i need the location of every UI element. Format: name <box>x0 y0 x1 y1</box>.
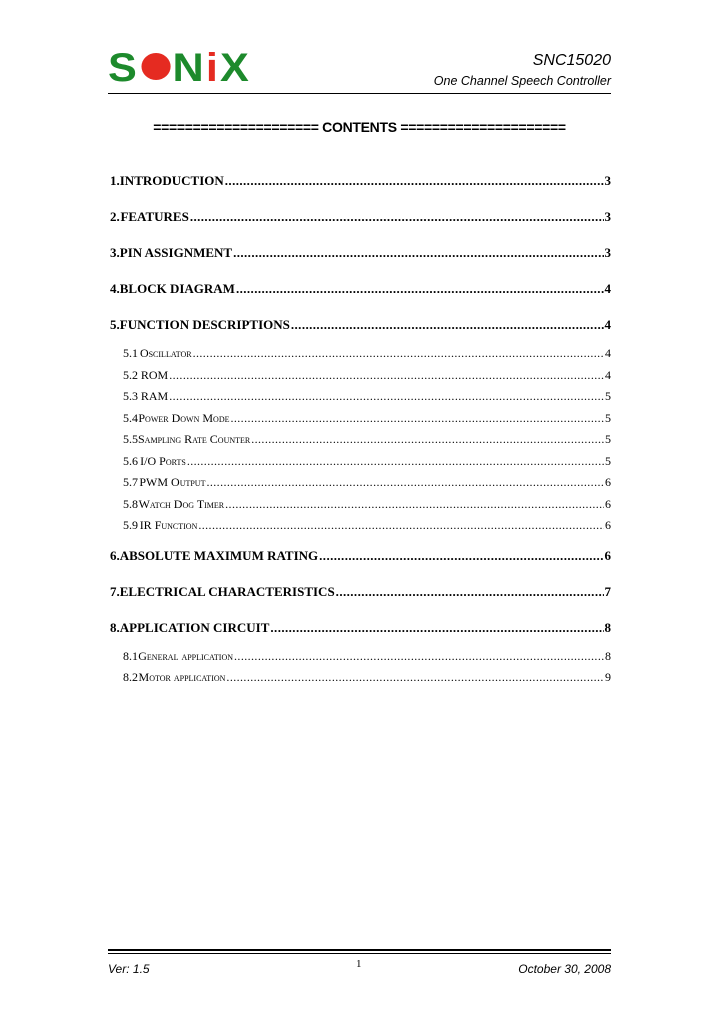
toc-dot-leader <box>225 497 604 512</box>
toc-entry-number: 5.5 <box>123 432 138 446</box>
model-number: SNC15020 <box>532 52 611 69</box>
toc-entry-page: 5 <box>605 432 611 446</box>
toc-entry[interactable] <box>123 368 611 383</box>
toc-entry-page: 3 <box>604 209 611 224</box>
toc-entry-number: 1. <box>110 173 120 188</box>
logo-red-circle <box>141 53 170 80</box>
toc-dot-leader <box>336 584 604 600</box>
toc-entry[interactable] <box>123 432 611 447</box>
toc-entry-title: APPLICATION CIRCUIT <box>119 620 270 635</box>
toc-entry[interactable] <box>123 389 611 404</box>
toc-entry-number: 8.2 <box>123 670 138 684</box>
footer-page-number: 1 <box>356 958 362 970</box>
header-divider <box>108 93 611 94</box>
toc-entry[interactable] <box>123 497 611 512</box>
toc-entry-title: I/O Ports <box>140 454 186 468</box>
product-subtitle: One Channel Speech Controller <box>433 74 611 88</box>
toc-dot-leader <box>190 209 604 225</box>
toc-entry[interactable] <box>123 346 611 361</box>
toc-entry-page: 4 <box>605 346 611 360</box>
toc-dot-leader <box>236 281 604 297</box>
toc-dot-leader <box>291 317 604 333</box>
footer-divider-thick <box>108 949 611 951</box>
toc-entry[interactable] <box>110 584 611 600</box>
toc-dot-leader <box>226 670 604 685</box>
toc-entry-number: 3. <box>110 245 120 260</box>
sonix-logo <box>108 48 251 88</box>
toc-entry-page: 4 <box>604 317 611 332</box>
toc-entry-page: 6 <box>604 548 611 563</box>
toc-dot-leader <box>193 346 604 361</box>
toc-entry-title: RAM <box>140 389 169 403</box>
footer-divider-thin <box>108 953 611 954</box>
toc-entry-number: 5.2 <box>123 368 138 382</box>
toc-entry-number: 5.6 <box>123 454 138 468</box>
toc-dot-leader <box>234 649 604 664</box>
toc-entry-title: FUNCTION DESCRIPTIONS <box>119 317 290 332</box>
toc-entry-page: 5 <box>605 411 611 425</box>
page-header <box>108 44 611 94</box>
toc-entry-page: 6 <box>605 497 611 511</box>
toc-dot-leader <box>319 548 603 564</box>
toc-dot-leader <box>225 173 604 189</box>
toc-entry-page: 3 <box>604 245 611 260</box>
toc-entry-number: 4. <box>110 281 120 296</box>
toc-entry-title: ROM <box>140 368 169 382</box>
logo-letter-x: X <box>219 46 251 90</box>
toc-entry-title: FEATURES <box>120 209 189 224</box>
toc-dot-leader <box>169 368 604 383</box>
toc-entry[interactable] <box>110 281 611 297</box>
toc-dot-leader <box>206 475 604 490</box>
toc-dot-leader <box>230 411 604 426</box>
toc-entry-number: 8. <box>110 620 120 635</box>
toc-entry-page: 6 <box>605 475 611 489</box>
toc-entry[interactable] <box>110 209 611 225</box>
toc-entry-number: 5.7 <box>123 475 138 489</box>
toc-entry[interactable] <box>123 475 611 490</box>
toc-entry-page: 5 <box>605 389 611 403</box>
toc-entry-title: ELECTRICAL CHARACTERISTICS <box>119 584 335 599</box>
toc-entry-page: 4 <box>605 368 611 382</box>
toc-entry-title: Oscillator <box>139 346 192 360</box>
toc-entry-number: 5.4 <box>123 411 138 425</box>
toc-entry-number: 8.1 <box>123 649 138 663</box>
toc-entry-number: 5.9 <box>123 518 138 532</box>
toc-entry-title: Sampling Rate Counter <box>138 432 251 446</box>
contents-heading: ===================== CONTENTS ===================== <box>153 119 566 135</box>
toc-entry-title: Power Down Mode <box>138 411 230 425</box>
toc-dot-leader <box>198 518 604 533</box>
toc-entry-page: 8 <box>604 620 611 635</box>
toc-entry-page: 4 <box>604 281 611 296</box>
toc-entry-number: 5.8 <box>123 497 138 511</box>
toc-dot-leader <box>187 454 604 469</box>
toc-entry-page: 6 <box>605 518 611 532</box>
toc-entry-number: 7. <box>110 584 120 599</box>
toc-dot-leader <box>251 432 604 447</box>
toc-entry-title: Watch Dog Timer <box>138 497 225 511</box>
toc-entry-number: 6. <box>110 548 120 563</box>
toc-entry-title: Motor application <box>138 670 226 684</box>
toc-entry[interactable] <box>123 454 611 469</box>
toc-dot-leader <box>233 245 603 261</box>
toc-entry-number: 5. <box>110 317 120 332</box>
toc-entry-page: 5 <box>605 454 611 468</box>
toc-entry[interactable] <box>110 173 611 189</box>
logo-letter-s: S <box>108 46 139 90</box>
toc-entry[interactable] <box>123 518 611 533</box>
toc-entry-page: 7 <box>604 584 611 599</box>
toc-entry-page: 3 <box>604 173 611 188</box>
toc-entry-title: General application <box>138 649 234 663</box>
toc-entry[interactable] <box>110 245 611 261</box>
toc-entry[interactable] <box>110 317 611 333</box>
toc-entry[interactable] <box>123 411 611 426</box>
footer-version: Ver: 1.5 <box>108 962 150 976</box>
toc-dot-leader <box>270 620 603 636</box>
toc-entry[interactable] <box>110 548 611 564</box>
toc-entry-number: 5.1 <box>123 346 138 360</box>
toc-entry-page: 9 <box>605 670 611 684</box>
logo-letter-i: i <box>205 46 220 90</box>
toc-entry[interactable] <box>123 670 611 685</box>
toc-entry-title: ABSOLUTE MAXIMUM RATING <box>119 548 319 563</box>
toc-entry-title: PIN ASSIGNMENT <box>119 245 233 260</box>
toc-entry-title: INTRODUCTION <box>119 173 224 188</box>
toc-entry-page: 8 <box>605 649 611 663</box>
toc-entry-title: IR Function <box>139 518 198 532</box>
toc-entry-number: 2. <box>110 209 120 224</box>
toc-entry[interactable] <box>110 620 611 636</box>
toc-dot-leader <box>169 389 604 404</box>
toc-entry-number: 5.3 <box>123 389 138 403</box>
footer-date: October 30, 2008 <box>518 962 611 976</box>
logo-letter-n: N <box>172 46 206 90</box>
toc-entry-title: BLOCK DIAGRAM <box>119 281 235 296</box>
toc-entry[interactable] <box>123 649 611 664</box>
toc-entry-title: PWM Output <box>139 475 206 489</box>
